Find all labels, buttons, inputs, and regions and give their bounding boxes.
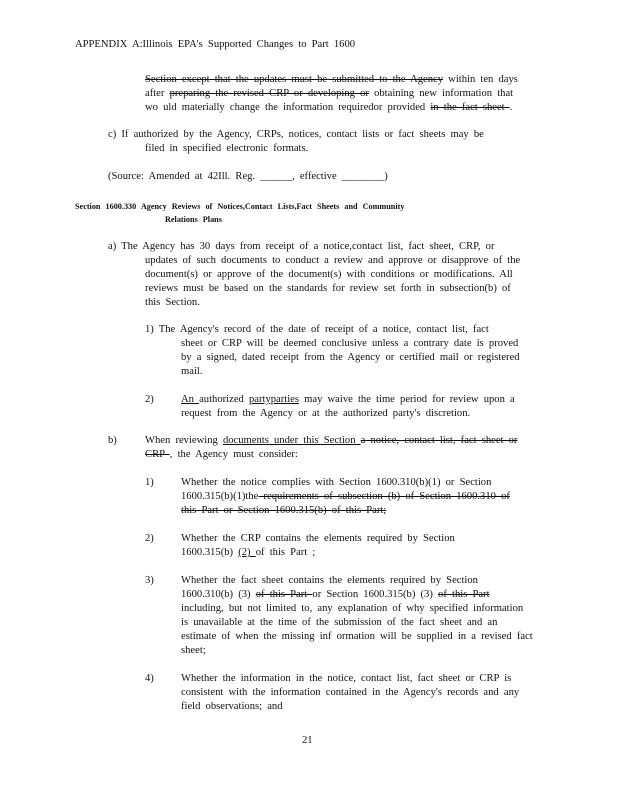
item-b3-line xyxy=(181,588,490,602)
text-span: 1600.310(b) (3) xyxy=(181,589,256,600)
text-span: . xyxy=(509,102,513,113)
underlined-text: partyparties xyxy=(248,394,299,405)
struck-text: preparing the revised CRP or developing or xyxy=(169,88,369,99)
subsection-b-line xyxy=(145,448,298,462)
text-span: after xyxy=(145,88,170,99)
item-number: 3) xyxy=(145,575,154,586)
text-span: may waive the time period for review upon a xyxy=(298,394,515,405)
struck-text: CRP xyxy=(145,449,170,460)
item-number: 1) xyxy=(145,477,154,488)
text-line xyxy=(145,101,512,115)
text-span: of this Part ; xyxy=(255,547,316,558)
subsection-c-line: filed in specified electronic formats. xyxy=(145,143,309,154)
item-number: 4) xyxy=(145,673,154,684)
page-header: APPENDIX A:Illinois EPA's Supported Changes to Part 1600 xyxy=(75,39,356,50)
section-heading-cont: Relations Plans xyxy=(165,215,222,224)
section-heading: Section 1600.330 Agency Reviews of Notices,Contact Lists,Fact Sheets and Community xyxy=(75,202,405,211)
item-number: b) xyxy=(108,435,117,446)
item-a2-line xyxy=(181,393,515,407)
subsection-a-line: updates of such documents to conduct a review and approve or disapprove of the xyxy=(145,255,521,266)
text-span: , the Agency must consider: xyxy=(169,449,298,460)
underlined-text: An xyxy=(181,394,200,405)
item-b4-line: field observations; and xyxy=(181,701,283,712)
text-line xyxy=(145,87,513,101)
item-b1-line xyxy=(181,490,510,504)
text-span: When reviewing xyxy=(145,435,223,446)
text-line xyxy=(145,73,518,87)
text-span: authorized xyxy=(199,394,249,405)
text-span: or Section 1600.315(b) (3) xyxy=(312,589,439,600)
item-number: 2) xyxy=(145,533,154,544)
item-b4-line: consistent with the information contained in the Agency's records and any xyxy=(181,687,520,698)
item-b3-line: Whether the fact sheet contains the elements required by Section xyxy=(181,575,478,586)
item-a1-line: sheet or CRP will be deemed conclusive unless a contrary date is proved xyxy=(181,338,519,349)
text-span: obtaining new information that xyxy=(368,88,514,99)
item-b1-struck-line: this Part or Section 1600.315(b) of this Part; xyxy=(181,505,387,516)
struck-text: of this Part xyxy=(438,589,490,600)
item-a1-line: mail. xyxy=(181,366,203,377)
struck-text: Section except that the updates must be submitted to the Agency xyxy=(145,74,444,85)
item-number: 2) xyxy=(145,394,154,405)
item-a1-line: by a signed, dated receipt from the Agency or certified mail or registered xyxy=(181,352,520,363)
subsection-c-line: c) If authorized by the Agency, CRPs, notices, contact lists or fact sheets may be xyxy=(108,129,484,140)
subsection-a-line: reviews must be based on the standards for review set forth in subsection(b) of xyxy=(145,283,511,294)
item-b4-line: Whether the information in the notice, contact list, fact sheet or CRP is xyxy=(181,673,512,684)
text-span: within ten days xyxy=(443,74,518,85)
struck-text: of this Part xyxy=(255,589,313,600)
text-span: wo uld materially change the information requiredor provided xyxy=(145,102,431,113)
struck-text: a notice, contact list, fact sheet or xyxy=(360,435,518,446)
item-b3-line: sheet; xyxy=(181,645,206,656)
item-b3-line: is unavailable at the time of the submission of the fact sheet and an xyxy=(181,617,498,628)
item-b3-line: estimate of when the missing inf ormation will be supplied in a revised fact xyxy=(181,631,533,642)
page-number: 21 xyxy=(302,735,313,746)
underlined-text: documents under this Section xyxy=(222,435,361,446)
item-b2-line xyxy=(181,546,315,560)
item-a1-line: 1) The Agency's record of the date of receipt of a notice, contact list, fact xyxy=(145,324,489,335)
underlined-text: (2) xyxy=(238,547,256,558)
item-b2-line: Whether the CRP contains the elements required by Section xyxy=(181,533,455,544)
subsection-a-line: a) The Agency has 30 days from receipt of a notice,contact list, fact sheet, CRP, or xyxy=(108,241,495,252)
item-b1-line: Whether the notice complies with Section 1600.310(b)(1) or Section xyxy=(181,477,492,488)
subsection-a-line: this Section. xyxy=(145,297,200,308)
text-span: 1600.315(b)(1)the xyxy=(181,491,259,502)
subsection-a-line: document(s) or approve of the document(s) with conditions or modifications. All xyxy=(145,269,513,280)
struck-text: requirements of subsection (b) of Section 1600.310 of xyxy=(258,491,510,502)
struck-text: in the fact sheet xyxy=(430,102,510,113)
item-b3-line: including, but not limited to, any explanation of why specified information xyxy=(181,603,524,614)
text-span: 1600.315(b) xyxy=(181,547,239,558)
item-a2-line: request from the Agency or at the authorized party's discretion. xyxy=(181,408,471,419)
subsection-b-line xyxy=(145,434,517,448)
source-note: (Source: Amended at 42Ill. Reg. ______, effective ________) xyxy=(108,171,388,182)
